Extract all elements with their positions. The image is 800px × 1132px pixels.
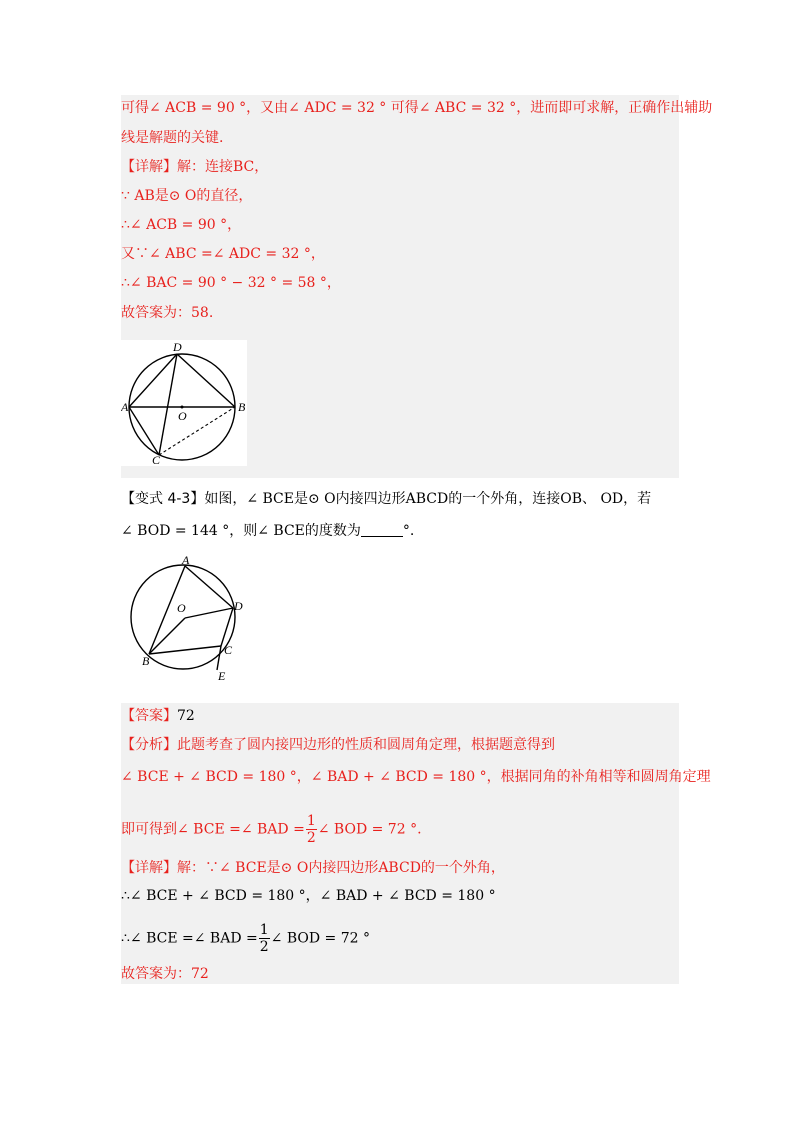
- answer-blank: [361, 522, 403, 537]
- point-label-B: B: [238, 400, 246, 414]
- problem-tag: 【变式 4-3】: [121, 491, 205, 507]
- detail-line: [121, 858, 505, 878]
- answer-value: 72: [177, 708, 195, 724]
- problem-text-end: °.: [402, 523, 415, 539]
- detail-tag: 【详解】: [121, 159, 177, 175]
- answer-line: 故答案为：58.: [121, 305, 214, 321]
- analysis-line: [121, 735, 555, 755]
- step-line: ∴∠ ACB = 90 °，: [121, 217, 242, 233]
- point-label-B: B: [142, 654, 150, 668]
- fraction-numerator: 1: [306, 813, 316, 829]
- step-line: [121, 922, 370, 955]
- problem-text: ∠ BOD = 144 °，则∠ BCE的度数为: [121, 523, 361, 539]
- step-text: ∴∠ BCE =∠ BAD =: [121, 930, 258, 947]
- point-label-A: A: [182, 555, 190, 567]
- detail-tag: 【详解】: [121, 860, 177, 876]
- step-text: ∠ BOD = 72 °: [270, 930, 370, 947]
- final-answer-line: 故答案为：72: [121, 966, 209, 982]
- detail-line: [121, 157, 268, 177]
- figure-circle-diameter: [121, 340, 247, 466]
- problem-line: [121, 521, 414, 541]
- point-label-O: O: [178, 409, 187, 423]
- figure-inscribed-quadrilateral: [125, 555, 255, 683]
- step-line: ∴∠ BCE + ∠ BCD = 180 °，∠ BAD + ∠ BCD = 180 °: [121, 888, 496, 904]
- answer-line: [121, 706, 195, 726]
- point-label-E: E: [218, 669, 226, 683]
- analysis-line: ∠ BCE + ∠ BCD = 180 °，∠ BAD + ∠ BCD = 180 °，根据同角的补角相等和圆周角定理: [121, 769, 711, 785]
- step-line: 又∵∠ ABC =∠ ADC = 32 °，: [121, 246, 325, 262]
- analysis-line: [121, 813, 422, 846]
- analysis-text: 此题考查了圆内接四边形的性质和圆周角定理，根据题意得到: [177, 737, 555, 753]
- fraction-half: [306, 813, 317, 846]
- step-line: ∴∠ BAC = 90 ° − 32 ° = 58 °，: [121, 275, 341, 291]
- problem-text: 如图，∠ BCE是⊙ O内接四边形ABCD的一个外角，连接OB、 OD，若: [204, 491, 652, 507]
- point-label-C: C: [224, 643, 233, 657]
- problem-line: [121, 489, 651, 509]
- analysis-text: ∠ BOD = 72 °.: [317, 821, 422, 838]
- text-line: 线是解题的关键.: [121, 130, 224, 146]
- detail-text: 解：∵∠ BCE是⊙ O内接四边形ABCD的一个外角，: [177, 860, 505, 876]
- answer-tag: 【答案】: [121, 708, 177, 724]
- point-label-C: C: [152, 453, 161, 466]
- fraction-half: [259, 922, 270, 955]
- step-line: ∵ AB是⊙ O的直径，: [121, 188, 253, 204]
- point-label-A: A: [121, 400, 129, 414]
- point-label-D: D: [234, 599, 243, 613]
- fraction-denominator: 2: [306, 830, 316, 846]
- analysis-text: 即可得到∠ BCE =∠ BAD =: [121, 821, 305, 838]
- fraction-numerator: 1: [259, 922, 269, 938]
- detail-text: 解：连接BC，: [177, 159, 269, 175]
- fraction-denominator: 2: [259, 939, 269, 955]
- point-label-O: O: [177, 601, 186, 615]
- analysis-tag: 【分析】: [121, 737, 177, 753]
- text-line: 可得∠ ACB = 90 °，又由∠ ADC = 32 ° 可得∠ ABC = 32 °，进而即可求解，正确作出辅助: [121, 100, 713, 116]
- point-label-D: D: [173, 340, 182, 354]
